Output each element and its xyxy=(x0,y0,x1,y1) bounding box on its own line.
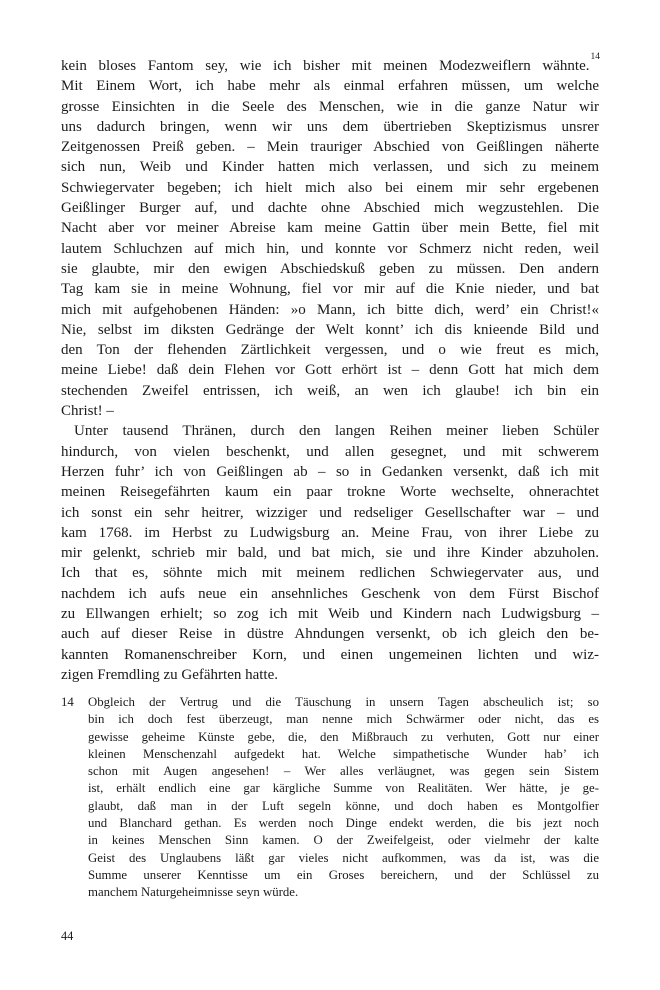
text-line: meine Liebe! daß dein Flehen vor Gott erhört ist – denn Gott hat mich dem xyxy=(61,362,599,379)
text-line: auch auf dieser Reise in düstre Ahndungen versenkt, ob ich gleich den be- xyxy=(61,626,599,643)
text-line: Zeitgenossen Preiß geben. – Mein trauriger Abschied von Geißlingen näherte xyxy=(61,139,599,156)
text-line: manchem Naturgeheimnisse seyn würde. xyxy=(88,885,299,900)
text-line: zigen Fremdling zu Gefährten hatte. xyxy=(61,666,279,683)
text-line: sich nun, Weib und Kinder hatten mich verlassen, und sich zu meinem xyxy=(61,159,599,176)
footnote-lines xyxy=(88,694,599,902)
text-line: kam 1768. im Herbst zu Ludwigsburg an. Meine Frau, von ihrer Liebe zu xyxy=(61,524,599,541)
text-line: nachdem ich aufs neue ein ansehnliches Geschenk von dem Fürst Bischof xyxy=(61,585,599,602)
text-line: Herzen fuhr’ ich von Geißlingen ab – so in Gedanken versenkt, daß ich mit xyxy=(61,463,599,480)
text-line: kannten Romanenschreiber Korn, und einen ungemeinen lichten und wiz- xyxy=(61,646,599,663)
text-line: Tag kam sie in meine Wohnung, fiel vor mir auf die Knie nieder, und bat xyxy=(61,281,599,298)
footnote-number: 14 xyxy=(61,695,74,709)
text-line: Geißlinger Burger auf, und dachte ohne Abschied mich wegzustehlen. Die xyxy=(61,200,599,217)
text-line: Ich that es, söhnte mich mit meinem redlichen Schwiegervater aus, und xyxy=(61,565,599,582)
paragraph xyxy=(61,52,600,421)
text-line: schon mit Augen angesehen! – Wer alles verläugnet, was gegen sein Sistem xyxy=(88,764,599,779)
paragraph xyxy=(61,421,599,685)
text-line: lautem Schluchzen auf mich hin, und konnte vor Schmerz nicht reden, weil xyxy=(61,240,599,257)
text-line: Mit Einem Wort, ich habe mehr als einmal erfahren müssen, um welche xyxy=(61,78,599,95)
text-line: Christ! – xyxy=(61,403,114,420)
page-body xyxy=(61,52,600,685)
text-line: Obgleich der Vertrug und die Täuschung in unsern Tagen abscheulich ist; so xyxy=(88,695,599,709)
text-line: uns dadurch bringen, wenn wir uns dem übertrieben Skeptizismus unsrer xyxy=(61,118,599,135)
text-line: stechenden Zweifel entrissen, ich weiß, an wen ich glaube! ich bin ein xyxy=(61,382,599,399)
text-line: den Ton der flehenden Zärtlichkeit vergessen, und o wie freut es mich, xyxy=(61,342,599,359)
footnote-section xyxy=(61,694,599,902)
text-line: Nacht aber vor meiner Abreise kam meine Gattin über mein Bette, fiel mit xyxy=(61,220,599,237)
text-line: Schwiegervater begeben; ich hielt mich also bei einem mir sehr ergebenen xyxy=(61,179,599,196)
text-line: Geist des Unglaubens läßt gar vieles nicht aufkommen, was da ist, was die xyxy=(88,850,599,865)
text-line: Unter tausend Thränen, durch den langen Reihen meiner lieben Schüler xyxy=(74,423,599,440)
text-line: hindurch, von vielen beschenkt, und allen gesegnet, und mit schwerem xyxy=(61,443,599,460)
text-line: grosse Einsichten in die Seele des Menschen, wie in die ganze Natur wir xyxy=(61,98,599,115)
text-line: kleinen Menschenzahl aufgedekt hat. Welche simpathetische Wunder hab’ ich xyxy=(88,746,599,761)
text-line: und Blanchard gethan. Es werden noch Dinge endekt werden, die bis jezt noch xyxy=(88,816,599,831)
text-line: Summe unserer Kenntisse um ein Groses bereichern, und der Schlüssel zu xyxy=(88,867,599,882)
text-line: ist, erhält endlich eine gar kärgliche Summe von Realitäten. Wer hätte, je ge- xyxy=(88,781,599,796)
text-line: zu Ellwangen erhielt; so zog ich mit Weib und Kindern nach Ludwigsburg – xyxy=(61,606,599,623)
text-line: gewisse geheime Künste gebe, die, den Mißbrauch zu verhuten, Gott nur einer xyxy=(88,729,599,744)
text-line: glaubt, daß man in der Luft segeln könne, und doch haben es Montgolfier xyxy=(88,798,599,813)
text-line: mich mit aufgehobenen Händen: »o Mann, ich bitte dich, werd’ ein Christ!« xyxy=(61,301,599,318)
text-line: Nie, selbst im diksten Gedränge der Welt konnt’ ich dis knieende Bild und xyxy=(61,321,599,338)
text-line: mir gelenkt, schrieb mir bald, und bat mich, sie und ihre Kinder abzuholen. xyxy=(61,545,599,562)
page-number: 44 xyxy=(61,929,74,943)
text-line: ich sonst ein sehr heitrer, wizziger und redseliger Gesellschafter war – und xyxy=(61,504,599,521)
text-line: bin ich doch fest überzeugt, man nenne mich Schwärmer oder nicht, das es xyxy=(88,712,599,727)
text-line: meinen Reisegefährten kaum ein paar trokne Worte wechselte, ohnerachtet xyxy=(61,484,599,501)
text-line: in keines Menschen Sinn kamen. O der Zweifelgeist, oder vielmehr der kalte xyxy=(88,833,599,848)
text-line: kein bloses Fantom sey, wie ich bisher mit meinen Modezweiflern wähnte.$^{14}$ xyxy=(61,52,600,74)
text-line: sie glaubte, mir den ewigen Abschiedskuß geben zu müssen. Den andern xyxy=(61,260,599,277)
footnote-ref: 14 xyxy=(590,52,600,62)
